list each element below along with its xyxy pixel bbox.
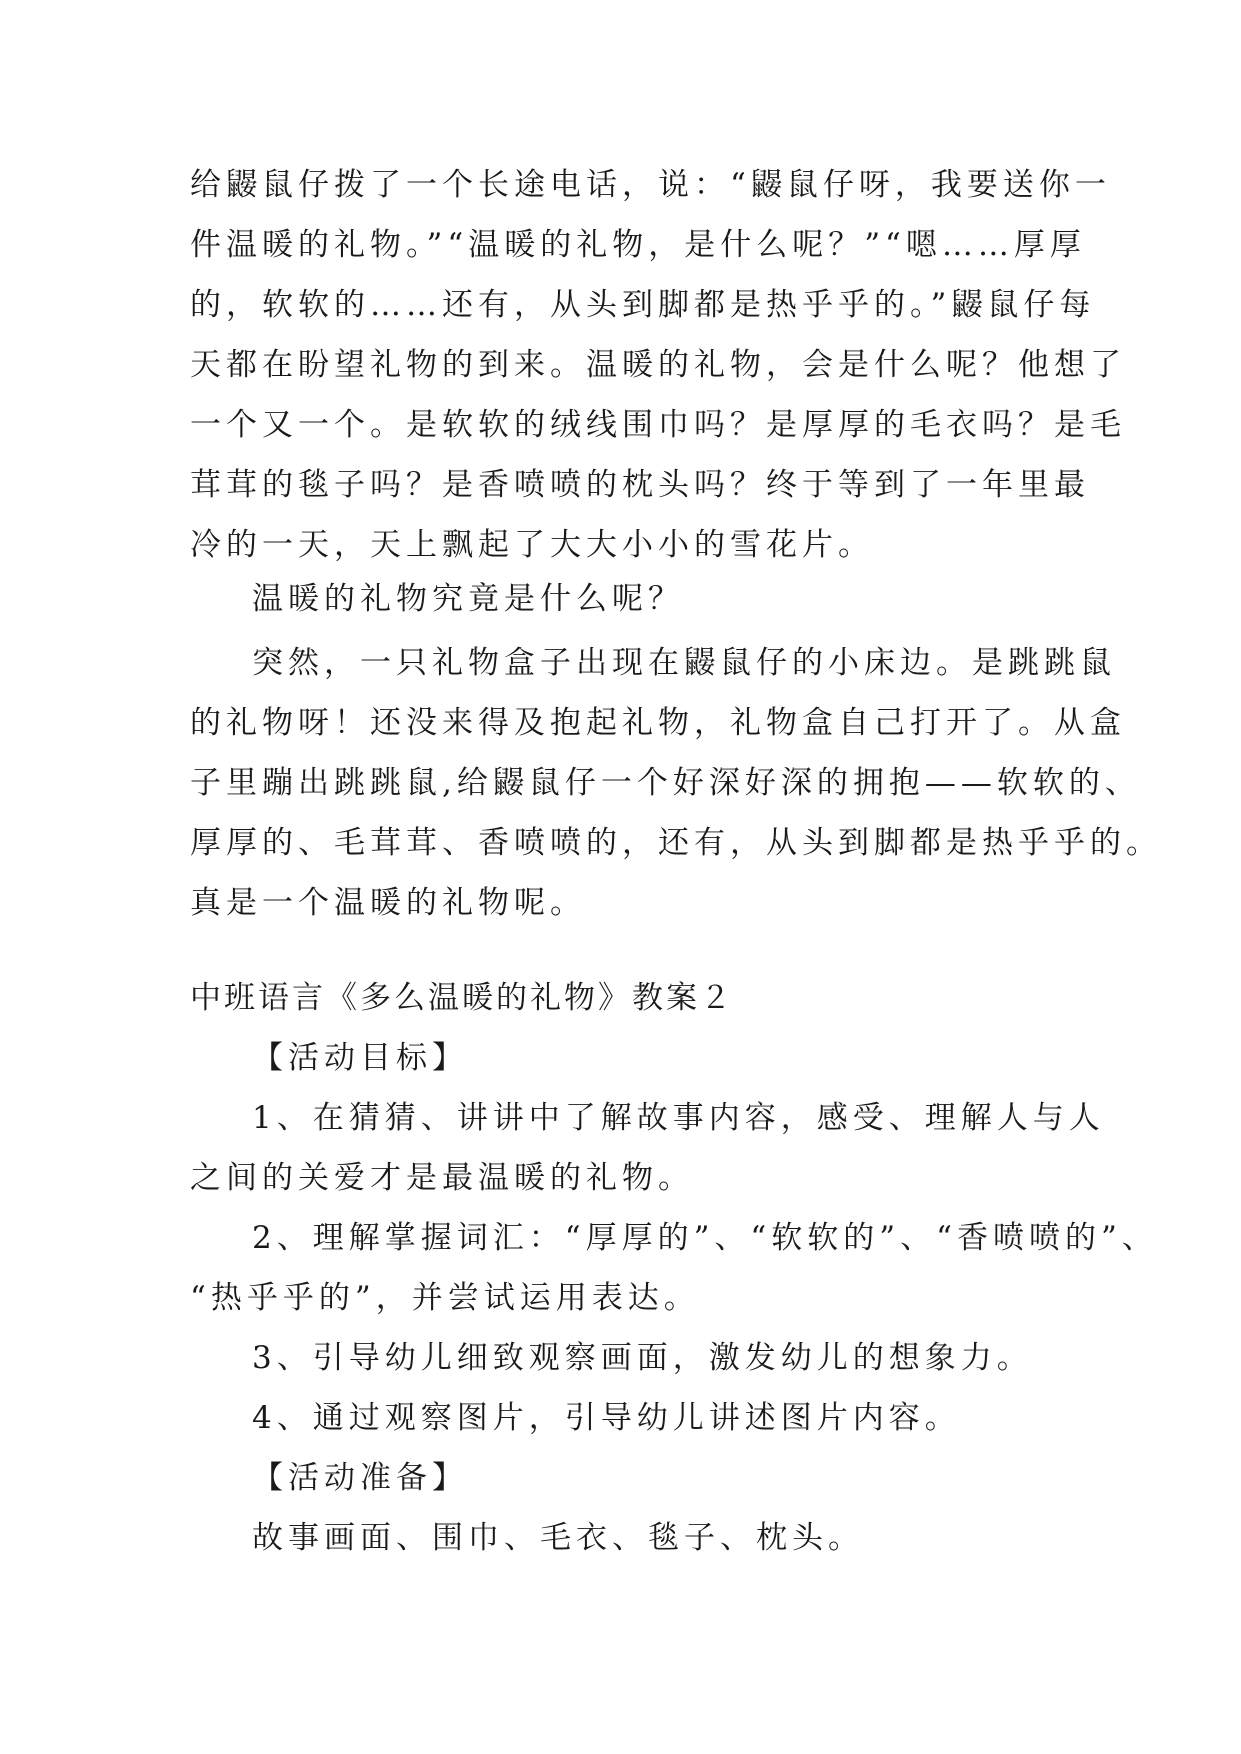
text-line: 冷的一天，天上飘起了大大小小的雪花片。 xyxy=(190,527,874,563)
section-title: 中班语言《多么温暖的礼物》教案２ xyxy=(190,980,734,1016)
text-line: 的礼物呀！还没来得及抱起礼物，礼物盒自己打开了。从盒 xyxy=(190,705,1126,741)
text-line: 真是一个温暖的礼物呢。 xyxy=(190,885,586,921)
story-paragraph-2 xyxy=(190,569,1090,629)
goal-item-1-cont: 之间的关爱才是最温暖的礼物。 xyxy=(190,1160,694,1196)
story-paragraph-3 xyxy=(190,633,1162,933)
goal-item-2-cont: “热乎乎的”，并尝试运用表达。 xyxy=(190,1280,700,1316)
text-line: 天都在盼望礼物的到来。温暖的礼物，会是什么呢？他想了 xyxy=(190,347,1126,383)
goal-item-1: 1、在猜猜、讲讲中了解故事内容，感受、理解人与人 xyxy=(252,1100,1105,1136)
text-line: 一个又一个。是软软的绒线围巾吗？是厚厚的毛衣吗？是毛 xyxy=(190,407,1126,443)
goal-item-3: 3、引导幼儿细致观察画面，激发幼儿的想象力。 xyxy=(252,1340,1033,1376)
goal-item-4: 4、通过观察图片，引导幼儿讲述图片内容。 xyxy=(252,1400,961,1436)
text-line: 的，软软的……还有，从头到脚都是热乎乎的。”鼹鼠仔每 xyxy=(190,287,1096,323)
text-line: 给鼹鼠仔拨了一个长途电话，说：“鼹鼠仔呀，我要送你一 xyxy=(190,167,1111,203)
text-line: 厚厚的、毛茸茸、香喷喷的，还有，从头到脚都是热乎乎的。 xyxy=(190,825,1162,861)
prep-items: 故事画面、围巾、毛衣、毯子、枕头。 xyxy=(252,1520,864,1556)
text-line: 突然，一只礼物盒子出现在鼹鼠仔的小床边。是跳跳鼠 xyxy=(252,645,1116,681)
goal-item-2: 2、理解掌握词汇：“厚厚的”、“软软的”、“香喷喷的”、 xyxy=(252,1220,1158,1256)
prep-heading: 【活动准备】 xyxy=(252,1460,468,1496)
text-line: 茸茸的毯子吗？是香喷喷的枕头吗？终于等到了一年里最 xyxy=(190,467,1090,503)
text-line: 温暖的礼物究竟是什么呢？ xyxy=(252,581,684,617)
lesson-plan-section xyxy=(190,968,1158,1568)
story-paragraph-1 xyxy=(190,155,1126,575)
text-line: 件温暖的礼物。”“温暖的礼物，是什么呢？”“嗯……厚厚 xyxy=(190,227,1086,263)
goals-heading: 【活动目标】 xyxy=(252,1040,468,1076)
text-line: 子里蹦出跳跳鼠,给鼹鼠仔一个好深好深的拥抱——软软的、 xyxy=(190,765,1141,801)
